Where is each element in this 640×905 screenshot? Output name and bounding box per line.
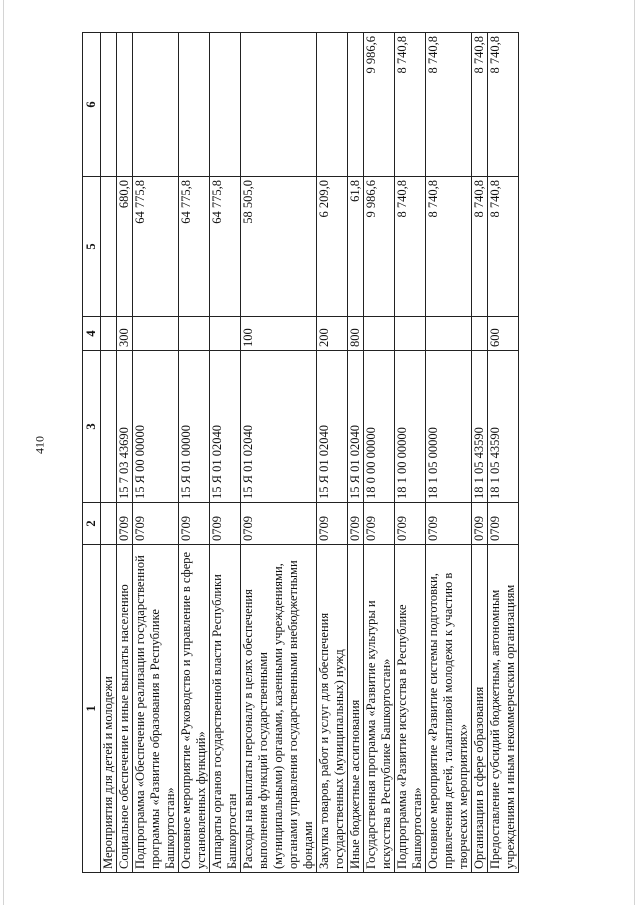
left-margin-line: [3, 0, 4, 905]
row-expense-type: 100: [241, 317, 317, 351]
row-name: Расходы на выплаты персоналу в целях обеспечения выполнения функций государственными (муниципальными) органами, казенными учреждениями, органами управления государственными внебюджетными фондами: [241, 545, 317, 873]
row-name: Государственная программа «Развитие культуры и искусства в Республике Башкортостан»: [364, 545, 395, 873]
row-amount-2: 8 740,8: [472, 33, 488, 177]
row-amount-2: [179, 33, 210, 177]
header-col-5: 5: [83, 177, 101, 317]
row-target-code: [101, 351, 117, 503]
row-amount: 9 986,6: [364, 177, 395, 317]
table-row: [117, 33, 133, 873]
row-amount-2: [210, 33, 241, 177]
row-name: Социальное обеспечение и иные выплаты населению: [117, 545, 133, 873]
row-name: Иные бюджетные ассигнования: [348, 545, 364, 873]
row-section: 0709: [210, 503, 241, 545]
row-name: Подпрограмма «Обеспечение реализации государственной программы «Развитие образования в Республике Башкортостан»: [133, 545, 179, 873]
table-row: [179, 33, 210, 873]
row-target-code: 15 Я 01 02040: [241, 351, 317, 503]
rotated-budget-table-container: [82, 33, 557, 873]
row-target-code: 15 7 03 43690: [117, 351, 133, 503]
row-amount: 64 775,8: [179, 177, 210, 317]
row-expense-type: [395, 317, 426, 351]
table-row: [317, 33, 348, 873]
row-amount: 64 775,8: [210, 177, 241, 317]
table-row: [472, 33, 488, 873]
row-expense-type: [101, 317, 117, 351]
table-row: [488, 33, 519, 873]
row-section: 0709: [348, 503, 364, 545]
row-name: Основное мероприятие «Развитие системы подготовки, привлечения детей, талантливой молодежи к участию в творческих мероприятиях»: [426, 545, 472, 873]
row-section: [101, 503, 117, 545]
row-expense-type: 800: [348, 317, 364, 351]
table-row: [364, 33, 395, 873]
table-header-row: [83, 33, 101, 873]
row-section: 0709: [133, 503, 179, 545]
row-section: 0709: [395, 503, 426, 545]
row-expense-type: 600: [488, 317, 519, 351]
row-target-code: 18 0 00 00000: [364, 351, 395, 503]
header-col-3: 3: [83, 351, 101, 503]
row-target-code: 15 Я 01 02040: [210, 351, 241, 503]
row-expense-type: 200: [317, 317, 348, 351]
row-expense-type: [472, 317, 488, 351]
row-amount-2: 9 986,6: [364, 33, 395, 177]
row-expense-type: [364, 317, 395, 351]
row-amount-2: [348, 33, 364, 177]
row-amount: 8 740,8: [395, 177, 426, 317]
row-amount-2: [133, 33, 179, 177]
row-target-code: 15 Я 01 00000: [179, 351, 210, 503]
table-row: [101, 33, 117, 873]
header-col-2: 2: [83, 503, 101, 545]
row-amount-2: [101, 33, 117, 177]
table-row: [395, 33, 426, 873]
row-expense-type: [179, 317, 210, 351]
row-target-code: 18 1 05 43590: [488, 351, 519, 503]
page-number: 410: [32, 436, 47, 454]
row-amount: 61,8: [348, 177, 364, 317]
row-amount: [101, 177, 117, 317]
row-name: Подпрограмма «Развитие искусства в Республике Башкортостан»: [395, 545, 426, 873]
row-expense-type: [426, 317, 472, 351]
budget-table: [82, 32, 519, 873]
row-amount-2: 8 740,8: [426, 33, 472, 177]
row-name: Аппараты органов государственной власти Республики Башкортостан: [210, 545, 241, 873]
row-amount: 8 740,8: [488, 177, 519, 317]
row-amount: 58 505,0: [241, 177, 317, 317]
row-amount-2: [117, 33, 133, 177]
row-amount: 680,0: [117, 177, 133, 317]
row-section: 0709: [472, 503, 488, 545]
row-section: 0709: [317, 503, 348, 545]
row-target-code: 15 Я 01 02040: [317, 351, 348, 503]
row-target-code: 15 Я 00 00000: [133, 351, 179, 503]
row-section: 0709: [117, 503, 133, 545]
row-name: Основное мероприятие «Руководство и управление в сфере установленных функций»: [179, 545, 210, 873]
row-target-code: 18 1 05 43590: [472, 351, 488, 503]
table-row: [210, 33, 241, 873]
row-amount-2: 8 740,8: [395, 33, 426, 177]
row-name: Предоставление субсидий бюджетным, автономным учреждениям и иным некоммерческим организациям: [488, 545, 519, 873]
row-section: 0709: [241, 503, 317, 545]
row-target-code: 18 1 05 00000: [426, 351, 472, 503]
row-amount: 8 740,8: [426, 177, 472, 317]
row-amount: 64 775,8: [133, 177, 179, 317]
row-amount-2: [241, 33, 317, 177]
row-expense-type: 300: [117, 317, 133, 351]
row-target-code: 18 1 00 00000: [395, 351, 426, 503]
table-row: [133, 33, 179, 873]
row-amount-2: 8 740,8: [488, 33, 519, 177]
row-name: Организации в сфере образования: [472, 545, 488, 873]
row-amount-2: [317, 33, 348, 177]
row-section: 0709: [179, 503, 210, 545]
row-expense-type: [210, 317, 241, 351]
row-section: 0709: [426, 503, 472, 545]
row-section: 0709: [364, 503, 395, 545]
row-target-code: 15 Я 01 02040: [348, 351, 364, 503]
row-section: 0709: [488, 503, 519, 545]
header-col-4: 4: [83, 317, 101, 351]
row-name: Мероприятия для детей и молодежи: [101, 545, 117, 873]
row-amount: 8 740,8: [472, 177, 488, 317]
row-expense-type: [133, 317, 179, 351]
table-row: [426, 33, 472, 873]
header-col-1: 1: [83, 545, 101, 873]
table-row: [241, 33, 317, 873]
row-amount: 6 209,0: [317, 177, 348, 317]
header-col-6: 6: [83, 33, 101, 177]
row-name: Закупка товаров, работ и услуг для обеспечения государственных (муниципальных) нужд: [317, 545, 348, 873]
table-row: [348, 33, 364, 873]
right-margin-line: [634, 0, 635, 905]
